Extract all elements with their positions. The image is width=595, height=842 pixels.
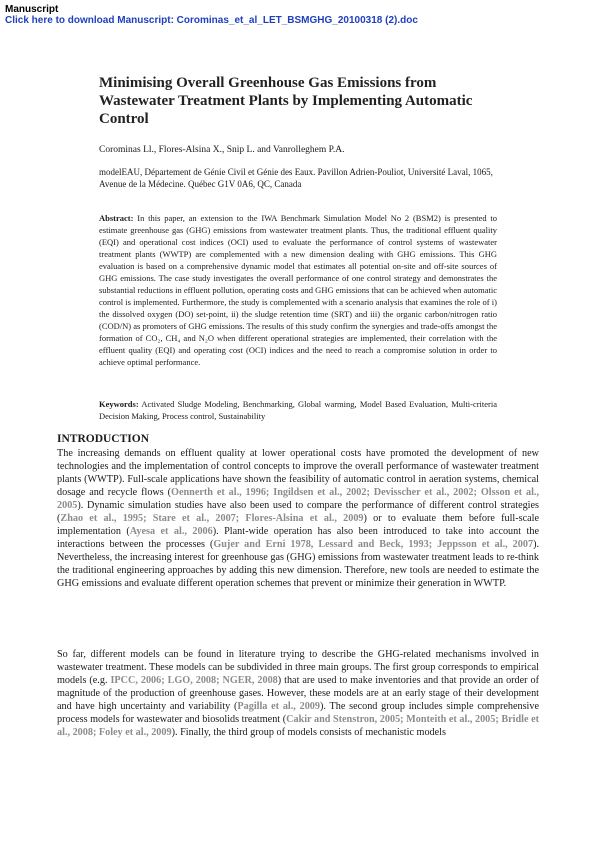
paragraph-text: ) that are used to make inventories and that provide an order of magnitude of the production of greenhouse gases. However, these models are at an early stage of their development and have high uncertainty and variability ( (57, 675, 540, 712)
paper-title: Minimising Overall Greenhouse Gas Emissions from Wastewater Treatment Plants by Implementing Automatic Control (99, 75, 473, 127)
abstract-text: In this paper, an extension to the IWA Benchmark Simulation Model No 2 (BSM2) is presented to estimate greenhouse gas (GHG) emissions from wastewater treatment plants. Thus, the traditional effluent quality (EQI) and operational cost indices (OCI) used to evaluate the performance of control systems of wastewater treatment plants (WWTP) are complemented with a new dimension dealing with GHG emissions. This GHG evaluation is based on a comprehensive dynamic model that estimates all potential on-site and off-site sources of GHG emissions. The case study investigates the overall performance of one control strategy and demonstrates the substantial reductions in effluent pollution, operating costs and GHG emissions that can be achieved when automatic control is implemented. Furthermore, the study is complemented with a scenario analysis that examines the role of i) the dissolved oxygen (DO) set-point, ii) the sludge retention time (SRT) and iii) the organic carbon/nitrogen ratio (COD/N) as promoters of GHG emissions. The results of this study confirm the synergies and trade-offs amongst the formation of CO₂, CH₄ and N₂O when different operational strategies are implemented, their correlation with the effluent quality (EQI) and operating cost (OCI) indices and the need to reach a compromise solution in order to achieve optimal performance. (99, 213, 498, 367)
citation: Cakir and Stenstron, 2005; Monteith et al., 2005; Bridle et al., 2008; Foley et al., 2009 (57, 714, 540, 738)
affiliation: modelEAU, Département de Génie Civil et Génie des Eaux. Pavillon Adrien-Pouliot, Université Laval, 1065, Avenue de la Médecine. Québec G1V 0A6, QC, Canada (99, 167, 493, 189)
abstract (99, 212, 497, 368)
paragraph-text: ). Dynamic simulation studies have also been used to compare the performance of different control strategies ( (57, 500, 539, 524)
citation: Pagilla et al., 2009 (237, 701, 320, 712)
citation: IPCC, 2006; LGO, 2008; NGER, 2008 (110, 675, 278, 686)
paragraph-text: ). Nevertheless, the increasing interest for greenhouse gas (GHG) emissions from wastewater treatment leads to re-think the traditional engineering approaches by adding this new dimension. Therefore, new tools are needed to estimate the GHG emissions and evaluate different operation schemes that prevent or minimize their generation in WWTP. (57, 539, 540, 589)
paragraph-text: ) or to evaluate them before full-scale implementation ( (57, 513, 539, 537)
intro-paragraph-1 (57, 447, 539, 590)
citation: Zhao et al., 1995; Stare et al., 2007; Flores-Alsina et al., 2009 (60, 513, 364, 524)
citation: Ayesa et al., 2006 (129, 526, 213, 537)
download-manuscript-link[interactable]: Click here to download Manuscript: Corominas_et_al_LET_BSMGHG_20100318 (2).doc (5, 15, 418, 26)
paragraph-text: The increasing demands on effluent quality at lower operational costs have promoted the development of new technologies and the implementation of control concepts to improve the overall performance of wastewater treatment plants (WWTP). Full-scale applications have shown the feasibility of automatic control in aeration systems, chemical dosage and recycle flows ( (57, 448, 539, 498)
paragraph-text: So far, different models can be found in literature trying to describe the GHG-related mechanisms involved in wastewater treatment. These models can be subdivided in three main groups. The first group corresponds to empirical models (e.g. (57, 649, 539, 686)
manuscript-label: Manuscript (5, 4, 59, 15)
paragraph-text: ). The second group includes simple comprehensive process models for wastewater and biosolids treatment ( (57, 701, 539, 725)
citation: Gujer and Erni 1978, Lessard and Beck, 1993; Jeppsson et al., 2007 (213, 539, 534, 550)
citation: Oennerth et al., 1996; Ingildsen et al., 2002; Devisscher et al., 2002; Olsson et al., 2005 (57, 487, 539, 511)
keywords-label: Keywords: (99, 399, 139, 409)
abstract-label: Abstract: (99, 213, 134, 223)
author-list: Corominas Ll., Flores-Alsina X., Snip L. and Vanrolleghem P.A. (99, 145, 345, 155)
keywords (99, 398, 497, 422)
paragraph-text: ). Plant-wide operation has also been introduced to take into account the interactions between the processes ( (57, 526, 539, 550)
introduction-heading: INTRODUCTION (57, 433, 150, 445)
intro-paragraph-2 (57, 648, 539, 739)
keywords-text: Activated Sludge Modeling, Benchmarking, Global warming, Model Based Evaluation, Multi-criteria Decision Making, Process control, Sustainability (99, 399, 498, 421)
paragraph-text: ). Finally, the third group of models consists of mechanistic models (171, 727, 446, 738)
